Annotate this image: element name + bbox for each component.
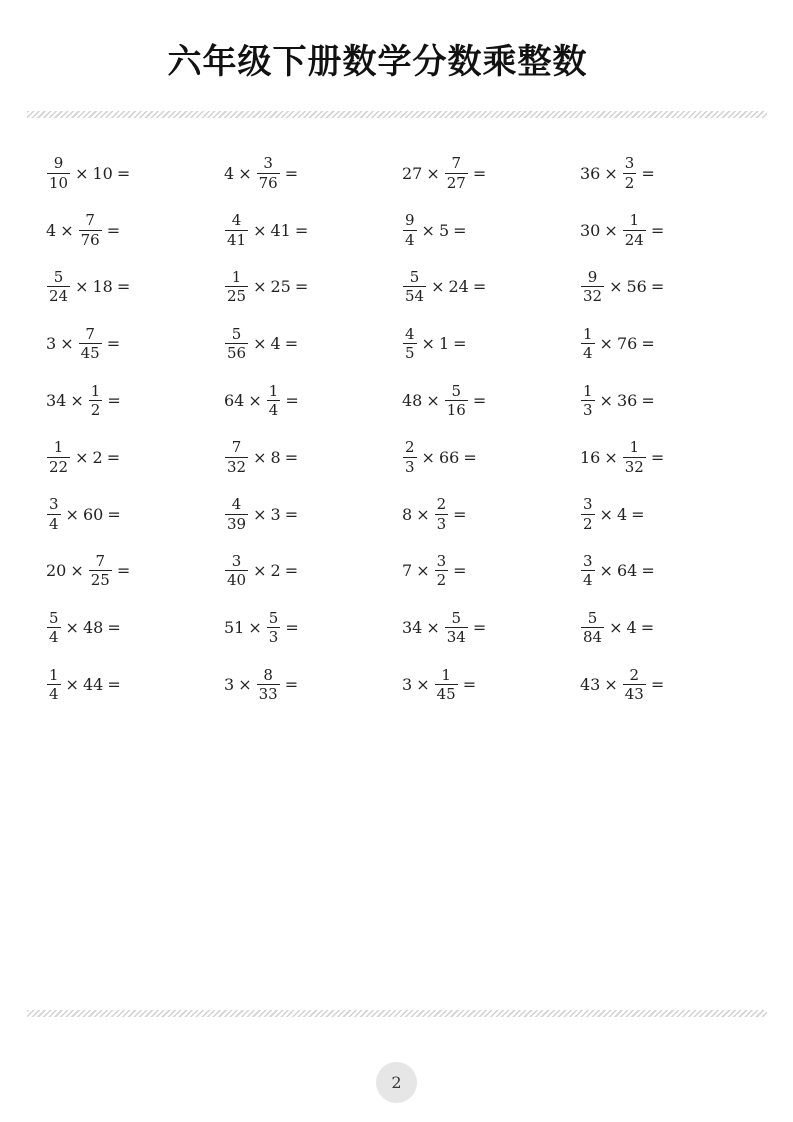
multiply-sign: × [65, 618, 79, 638]
multiply-sign: × [599, 391, 613, 411]
fraction-denominator: 3 [405, 457, 415, 476]
fraction-denominator: 45 [80, 344, 100, 363]
fraction-numerator: 1 [441, 665, 451, 684]
fraction-denominator: 25 [90, 571, 110, 590]
equals-sign: = [650, 447, 665, 467]
problem-item [224, 610, 402, 646]
fraction-numerator: 5 [53, 267, 64, 286]
problem-item [402, 212, 580, 248]
multiply-sign: × [75, 163, 89, 183]
whole-number: 4 [270, 334, 281, 354]
multiply-sign: × [253, 561, 267, 581]
fraction-denominator: 24 [624, 230, 644, 249]
equals-sign: = [107, 391, 121, 411]
whole-number: 27 [402, 163, 423, 183]
whole-number: 1 [438, 334, 450, 354]
fraction-denominator: 84 [583, 628, 603, 647]
fraction-denominator: 4 [49, 685, 59, 704]
fraction [225, 269, 248, 305]
multiply-sign: × [70, 561, 84, 581]
problem-item [580, 326, 758, 362]
fraction [435, 667, 458, 703]
whole-number: 10 [92, 163, 113, 183]
whole-number: 64 [224, 391, 245, 411]
fraction [445, 610, 468, 646]
equals-sign: = [640, 618, 655, 638]
fraction-numerator: 1 [53, 438, 64, 457]
fraction-denominator: 4 [583, 344, 593, 363]
fraction [267, 383, 281, 419]
equals-sign: = [116, 561, 131, 581]
fraction-denominator: 25 [227, 287, 247, 306]
equals-sign: = [116, 277, 131, 297]
fraction [581, 383, 595, 419]
problem-item [580, 610, 758, 646]
bottom-divider [27, 1010, 767, 1017]
whole-number: 18 [92, 277, 113, 297]
equals-sign: = [284, 163, 299, 183]
whole-number: 34 [46, 391, 67, 411]
fraction-denominator: 2 [583, 514, 593, 533]
multiply-sign: × [253, 277, 267, 297]
problem-item [402, 326, 580, 362]
multiply-sign: × [416, 504, 430, 524]
fraction-denominator: 54 [405, 287, 425, 306]
whole-number: 51 [224, 618, 245, 638]
problem-item [46, 496, 224, 532]
problem-row [46, 429, 766, 486]
multiply-sign: × [75, 277, 89, 297]
problem-row [46, 372, 766, 429]
fraction-numerator: 3 [583, 495, 593, 514]
fraction-numerator: 5 [231, 324, 242, 343]
problem-item [224, 269, 402, 305]
fraction-denominator: 34 [446, 628, 466, 647]
fraction [267, 610, 281, 646]
fraction-denominator: 76 [258, 173, 278, 192]
fraction-numerator: 1 [231, 267, 242, 286]
whole-number: 4 [46, 220, 57, 240]
top-divider [27, 111, 767, 118]
problem-item [224, 212, 402, 248]
problem-item [402, 667, 580, 703]
problem-grid [46, 145, 766, 713]
multiply-sign: × [60, 220, 74, 240]
equals-sign: = [453, 561, 467, 581]
equals-sign: = [641, 163, 655, 183]
multiply-sign: × [421, 447, 435, 467]
fraction-denominator: 45 [436, 685, 456, 704]
equals-sign: = [631, 504, 645, 524]
fraction [435, 553, 449, 589]
equals-sign: = [284, 561, 299, 581]
multiply-sign: × [238, 163, 252, 183]
problem-item [580, 553, 758, 589]
fraction-denominator: 2 [624, 173, 635, 192]
problem-item [46, 212, 224, 248]
fraction-numerator: 3 [49, 495, 59, 514]
equals-sign: = [641, 561, 655, 581]
problem-item [46, 439, 224, 475]
problem-item [46, 610, 224, 646]
fraction [445, 155, 468, 191]
multiply-sign: × [426, 618, 440, 638]
problem-item [402, 496, 580, 532]
problem-item [46, 326, 224, 362]
fraction-numerator: 4 [231, 495, 242, 514]
fraction-numerator: 8 [263, 665, 273, 684]
equals-sign: = [462, 675, 477, 695]
multiply-sign: × [599, 334, 613, 354]
fraction-numerator: 9 [405, 211, 415, 230]
multiply-sign: × [253, 504, 267, 524]
fraction [581, 610, 604, 646]
fraction-numerator: 9 [587, 267, 598, 286]
problem-item [46, 155, 224, 191]
fraction-numerator: 1 [629, 211, 640, 230]
fraction-denominator: 76 [80, 230, 100, 249]
whole-number: 4 [224, 163, 235, 183]
fraction-denominator: 32 [624, 457, 644, 476]
whole-number: 48 [82, 618, 104, 638]
fraction-numerator: 5 [451, 608, 462, 627]
equals-sign: = [472, 163, 487, 183]
multiply-sign: × [426, 163, 440, 183]
fraction-numerator: 7 [85, 324, 95, 343]
whole-number: 66 [438, 447, 460, 467]
equals-sign: = [650, 220, 665, 240]
fraction-denominator: 4 [49, 514, 59, 533]
fraction-denominator: 32 [227, 457, 247, 476]
problem-item [580, 439, 758, 475]
fraction [89, 383, 103, 419]
equals-sign: = [116, 163, 131, 183]
fraction [257, 155, 280, 191]
fraction [47, 667, 61, 703]
fraction-denominator: 4 [583, 571, 593, 590]
fraction-denominator: 39 [227, 514, 247, 533]
whole-number: 3 [224, 675, 235, 695]
fraction-numerator: 3 [231, 551, 242, 570]
equals-sign: = [107, 675, 121, 695]
problem-item [224, 496, 402, 532]
problem-item [402, 610, 580, 646]
problem-item [224, 155, 402, 191]
equals-sign: = [284, 675, 299, 695]
fraction [47, 496, 61, 532]
equals-sign: = [106, 334, 121, 354]
fraction [581, 269, 604, 305]
whole-number: 3 [402, 675, 413, 695]
whole-number: 16 [580, 447, 601, 467]
fraction-denominator: 41 [227, 230, 247, 249]
fraction-numerator: 2 [436, 495, 447, 514]
multiply-sign: × [253, 447, 267, 467]
whole-number: 8 [270, 447, 281, 467]
whole-number: 3 [270, 504, 281, 524]
whole-number: 41 [270, 220, 291, 240]
equals-sign: = [106, 447, 121, 467]
equals-sign: = [284, 504, 299, 524]
whole-number: 34 [402, 618, 423, 638]
multiply-sign: × [65, 675, 79, 695]
fraction [225, 496, 248, 532]
multiply-sign: × [248, 618, 262, 638]
fraction-numerator: 5 [587, 608, 598, 627]
equals-sign: = [284, 447, 299, 467]
fraction [225, 553, 248, 589]
fraction [403, 212, 417, 248]
equals-sign: = [650, 277, 665, 297]
multiply-sign: × [416, 561, 430, 581]
fraction-denominator: 10 [49, 173, 69, 192]
multiply-sign: × [248, 391, 262, 411]
fraction-numerator: 7 [451, 154, 462, 173]
whole-number: 8 [402, 504, 413, 524]
fraction-numerator: 5 [49, 608, 59, 627]
problem-row [46, 599, 766, 656]
fraction [623, 155, 637, 191]
whole-number: 4 [626, 618, 637, 638]
problem-item [580, 383, 758, 419]
problem-item [402, 383, 580, 419]
worksheet-title: 六年级下册数学分数乘整数 [167, 42, 588, 82]
whole-number: 25 [270, 277, 291, 297]
multiply-sign: × [604, 220, 618, 240]
problem-item [580, 155, 758, 191]
fraction-denominator: 2 [436, 571, 447, 590]
fraction-denominator: 2 [90, 401, 101, 420]
problem-item [580, 496, 758, 532]
fraction-numerator: 1 [583, 381, 593, 400]
fraction-denominator: 27 [446, 173, 466, 192]
problem-row [46, 543, 766, 600]
fraction-denominator: 16 [446, 401, 466, 420]
problem-item [580, 212, 758, 248]
multiply-sign: × [604, 163, 618, 183]
equals-sign: = [284, 334, 299, 354]
problem-item [46, 269, 224, 305]
problem-item [224, 439, 402, 475]
fraction [225, 326, 248, 362]
multiply-sign: × [431, 277, 445, 297]
page-number-badge: 2 [376, 1062, 417, 1103]
fraction-numerator: 2 [405, 438, 415, 457]
fraction-numerator: 7 [85, 211, 95, 230]
fraction-numerator: 3 [624, 154, 635, 173]
problem-row [46, 486, 766, 543]
multiply-sign: × [253, 220, 267, 240]
equals-sign: = [641, 334, 655, 354]
fraction-denominator: 43 [624, 685, 644, 704]
multiply-sign: × [426, 391, 440, 411]
problem-item [224, 383, 402, 419]
fraction [257, 667, 280, 703]
fraction-numerator: 4 [405, 324, 415, 343]
fraction-denominator: 22 [49, 457, 69, 476]
fraction-numerator: 1 [49, 665, 59, 684]
fraction [623, 439, 646, 475]
problem-item [402, 553, 580, 589]
whole-number: 48 [402, 391, 423, 411]
fraction [79, 326, 102, 362]
problem-item [402, 269, 580, 305]
problem-item [402, 155, 580, 191]
multiply-sign: × [70, 391, 84, 411]
multiply-sign: × [253, 334, 267, 354]
problem-row [46, 656, 766, 713]
whole-number: 30 [580, 220, 601, 240]
problem-item [580, 269, 758, 305]
equals-sign: = [294, 277, 309, 297]
fraction-numerator: 5 [409, 267, 420, 286]
fraction-denominator: 4 [268, 401, 279, 420]
multiply-sign: × [604, 675, 618, 695]
problem-row [46, 202, 766, 259]
equals-sign: = [472, 618, 487, 638]
whole-number: 4 [616, 504, 628, 524]
fraction [623, 212, 646, 248]
fraction [47, 269, 70, 305]
fraction [79, 212, 102, 248]
whole-number: 3 [46, 334, 57, 354]
fraction-denominator: 3 [583, 401, 593, 420]
fraction [47, 610, 61, 646]
fraction [581, 496, 595, 532]
multiply-sign: × [421, 220, 435, 240]
fraction [445, 383, 468, 419]
fraction [403, 269, 426, 305]
whole-number: 24 [448, 277, 469, 297]
fraction-numerator: 1 [629, 438, 640, 457]
equals-sign: = [107, 618, 121, 638]
fraction-numerator: 7 [95, 551, 106, 570]
equals-sign: = [106, 220, 121, 240]
fraction-numerator: 3 [436, 551, 447, 570]
fraction-numerator: 5 [451, 381, 462, 400]
problem-item [46, 667, 224, 703]
equals-sign: = [463, 447, 477, 467]
fraction [435, 496, 449, 532]
whole-number: 36 [616, 391, 638, 411]
equals-sign: = [453, 334, 467, 354]
fraction [89, 553, 112, 589]
multiply-sign: × [416, 675, 430, 695]
whole-number: 7 [402, 561, 413, 581]
equals-sign: = [641, 391, 655, 411]
fraction-numerator: 7 [231, 438, 242, 457]
fraction-denominator: 32 [583, 287, 603, 306]
fraction-numerator: 4 [231, 211, 242, 230]
whole-number: 64 [616, 561, 638, 581]
multiply-sign: × [599, 504, 613, 524]
problem-row [46, 145, 766, 202]
fraction [623, 667, 646, 703]
fraction [225, 439, 248, 475]
equals-sign: = [107, 504, 121, 524]
fraction-numerator: 5 [268, 608, 279, 627]
multiply-sign: × [60, 334, 74, 354]
multiply-sign: × [604, 447, 618, 467]
multiply-sign: × [599, 561, 613, 581]
fraction-denominator: 24 [49, 287, 69, 306]
fraction-denominator: 5 [405, 344, 415, 363]
fraction [581, 553, 595, 589]
equals-sign: = [472, 277, 487, 297]
equals-sign: = [650, 675, 665, 695]
fraction-numerator: 9 [53, 154, 64, 173]
fraction [403, 439, 417, 475]
equals-sign: = [472, 391, 487, 411]
whole-number: 56 [626, 277, 647, 297]
problem-item [224, 667, 402, 703]
fraction-numerator: 3 [263, 154, 273, 173]
whole-number: 2 [92, 447, 103, 467]
problem-row [46, 259, 766, 316]
multiply-sign: × [609, 618, 623, 638]
fraction-numerator: 3 [583, 551, 593, 570]
fraction-numerator: 2 [629, 665, 640, 684]
fraction-denominator: 40 [227, 571, 247, 590]
whole-number: 43 [580, 675, 601, 695]
fraction [581, 326, 595, 362]
multiply-sign: × [609, 277, 623, 297]
equals-sign: = [285, 391, 299, 411]
multiply-sign: × [75, 447, 89, 467]
fraction [225, 212, 248, 248]
equals-sign: = [453, 504, 467, 524]
fraction-denominator: 4 [405, 230, 415, 249]
whole-number: 76 [616, 334, 638, 354]
fraction-denominator: 56 [227, 344, 247, 363]
whole-number: 60 [82, 504, 104, 524]
equals-sign: = [453, 220, 467, 240]
whole-number: 20 [46, 561, 67, 581]
whole-number: 5 [438, 220, 450, 240]
fraction-denominator: 3 [436, 514, 447, 533]
multiply-sign: × [238, 675, 252, 695]
multiply-sign: × [421, 334, 435, 354]
fraction-denominator: 3 [268, 628, 279, 647]
fraction-numerator: 1 [583, 324, 593, 343]
problem-item [46, 553, 224, 589]
multiply-sign: × [65, 504, 79, 524]
problem-row [46, 315, 766, 372]
equals-sign: = [285, 618, 299, 638]
whole-number: 36 [580, 163, 601, 183]
fraction-numerator: 1 [90, 381, 101, 400]
fraction-denominator: 33 [258, 685, 278, 704]
problem-item [224, 553, 402, 589]
fraction [47, 155, 70, 191]
whole-number: 44 [82, 675, 104, 695]
equals-sign: = [294, 220, 309, 240]
problem-item [402, 439, 580, 475]
fraction-denominator: 4 [49, 628, 59, 647]
problem-item [46, 383, 224, 419]
problem-item [580, 667, 758, 703]
problem-item [224, 326, 402, 362]
fraction-numerator: 1 [268, 381, 279, 400]
fraction [403, 326, 417, 362]
fraction [47, 439, 70, 475]
whole-number: 2 [270, 561, 281, 581]
